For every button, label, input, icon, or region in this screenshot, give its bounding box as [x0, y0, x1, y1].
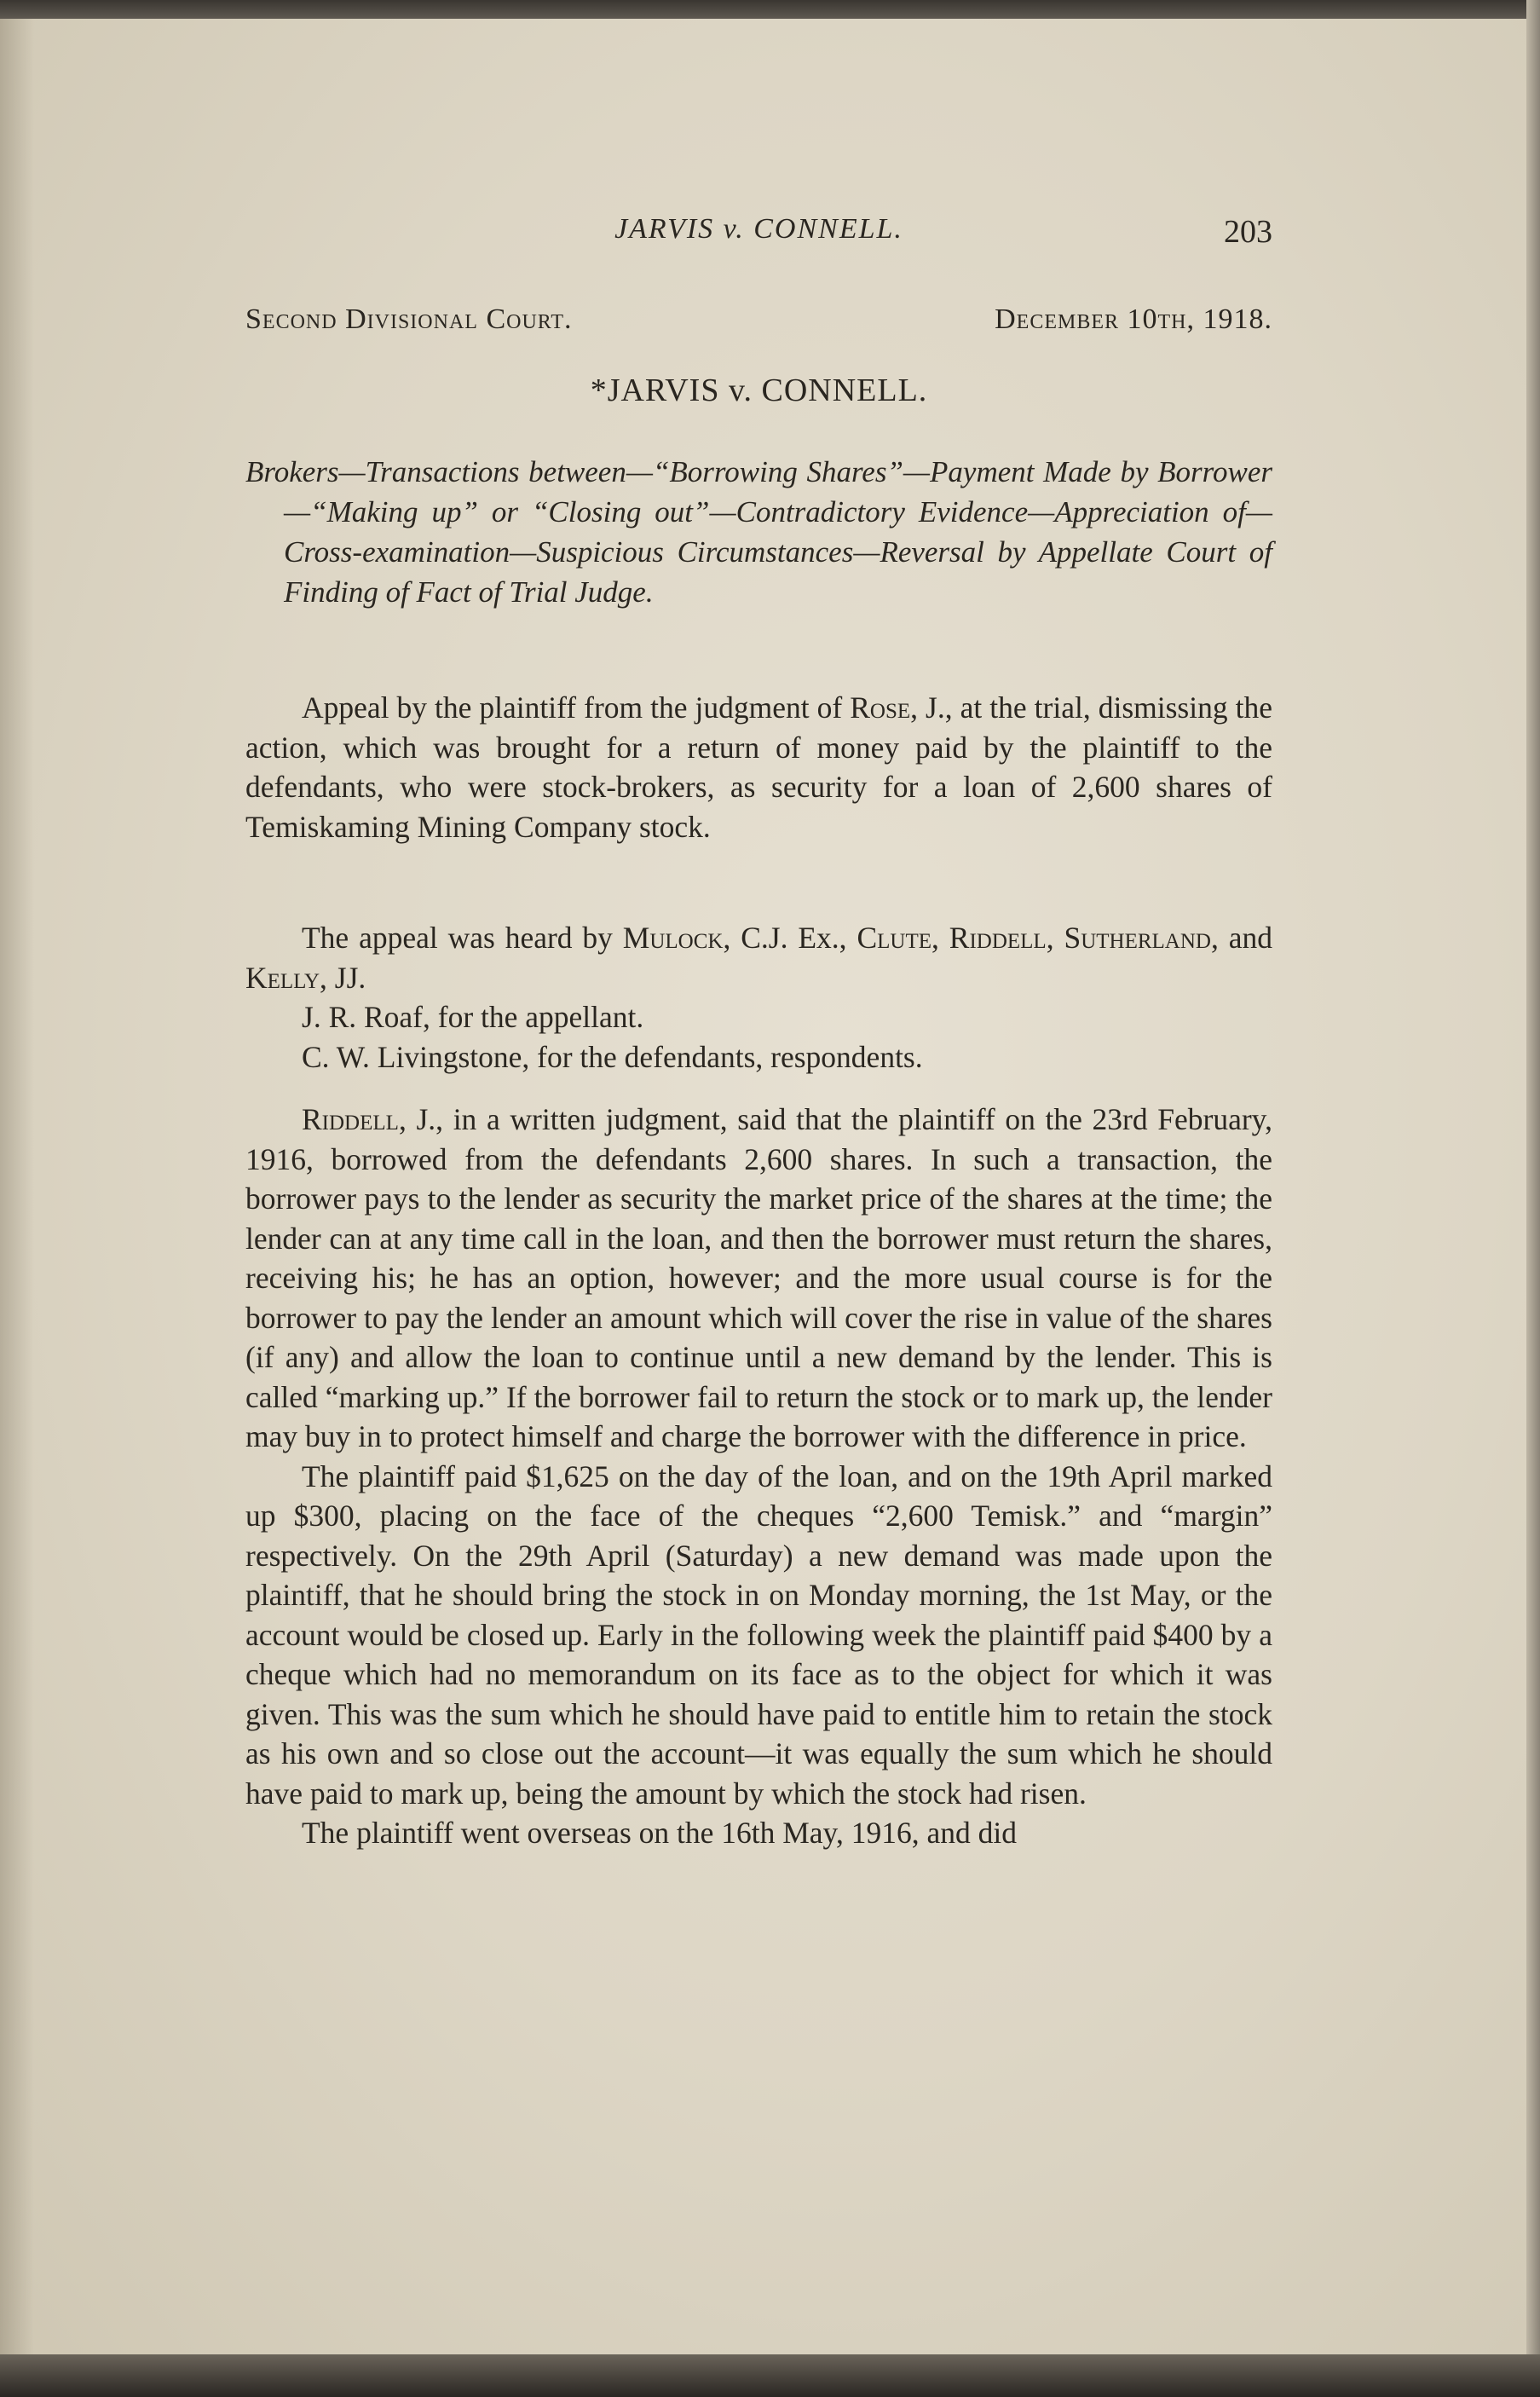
hearing-sep-2: ,: [931, 921, 949, 955]
hearing-sep-1: , C.J. Ex.,: [723, 921, 857, 955]
judgment-judge: Riddell: [302, 1102, 399, 1136]
judge-riddell: Riddell: [949, 921, 1047, 955]
judgment-text: [245, 1100, 1272, 1853]
judgment-paragraph-1: [245, 1100, 1272, 1457]
headnote-text: Brokers—Transactions between—“Borrowing Shares”—Payment Made by Borrower—“Making up” or “Closing out”—Contradictory Evidence—Appreciation of—Cross-examination—Suspicious Circumstances—Reversal by Appellate Court of Finding of Fact of Trial Judge.: [245, 455, 1272, 609]
judgment-p1-text: , J., in a written judgment, said that the plaintiff on the 23rd February, 1916, borrowed from the defendants 2,600 shares. In such a transaction, the borrower pays to the lender as security the market price of the shares at the time; the lender can at any time call in the loan, and then the borrower must return the shares, receiving his; he has an option, however; and the more usual course is for the borrower to pay the lender an amount which will cover the rise in value of the shares (if any) and allow the loan to continue until a new demand by the lender. This is called “marking up.” If the borrower fail to return the stock or to mark up, the lender may buy in to protect himself and charge the borrower with the difference in price.: [245, 1102, 1272, 1453]
decision-date: December 10th, 1918.: [995, 303, 1272, 335]
running-head: [245, 213, 1272, 256]
judgment-paragraph-2: The plaintiff paid $1,625 on the day of the loan, and on the 19th April marked up $300, placing on the face of the cheques “2,600 Temisk.” and “margin” respectively. On the 29th April (Saturday) a new demand was made upon the plaintiff, that he should bring the stock in on Monday morning, the 1st May, or the account would be closed up. Early in the following week the plaintiff paid $400 by a cheque which had no memorandum on its face as to the object for which it was given. This was the sum which he should have paid to entitle him to retain the stock as his own and so close out the account—it was equally the sum which he should have paid to mark up, being the amount by which the stock had risen.: [245, 1458, 1272, 1811]
judge-mulock: Mulock: [622, 921, 724, 955]
case-title: *JARVIS v. CONNELL.: [590, 373, 928, 408]
book-page: [0, 19, 1527, 2359]
hearing-paragraph: [245, 918, 1272, 1077]
headnote: [245, 452, 1272, 612]
judge-clute: Clute: [857, 921, 931, 955]
appeal-text-after: , J., at the trial, dismissing the action, which was brought for a return of money paid by the plaintiff to the defendants, who were stock-brokers, as security for a loan of 2,600 shares of Temiskaming Mining Company stock.: [245, 690, 1272, 844]
hearing-lead: The appeal was heard by: [302, 921, 623, 955]
court-name: Second Divisional Court.: [245, 303, 573, 335]
book-bottom-edge: [0, 2354, 1540, 2397]
book-right-edge: [1526, 0, 1540, 2397]
running-title: JARVIS v. CONNELL.: [614, 213, 903, 245]
page-number: 203: [1224, 214, 1272, 250]
counsel-appellant: J. R. Roaf, for the appellant.: [302, 1000, 644, 1034]
appeal-paragraph: [245, 688, 1272, 846]
judgment-paragraph-3: The plaintiff went overseas on the 16th May, 1916, and did: [302, 1816, 1017, 1850]
counsel-respondents: C. W. Livingstone, for the defendants, respondents.: [302, 1039, 923, 1074]
hearing-sep-4: , and: [1210, 921, 1273, 955]
hearing-sep-3: ,: [1046, 921, 1064, 955]
trial-judge: Rose: [850, 690, 911, 725]
judge-sutherland: Sutherland: [1064, 921, 1211, 955]
judge-kelly: Kelly: [245, 960, 320, 995]
appeal-text-before: Appeal by the plaintiff from the judgment of: [302, 690, 851, 725]
hearing-sep-5: , JJ.: [320, 960, 366, 995]
